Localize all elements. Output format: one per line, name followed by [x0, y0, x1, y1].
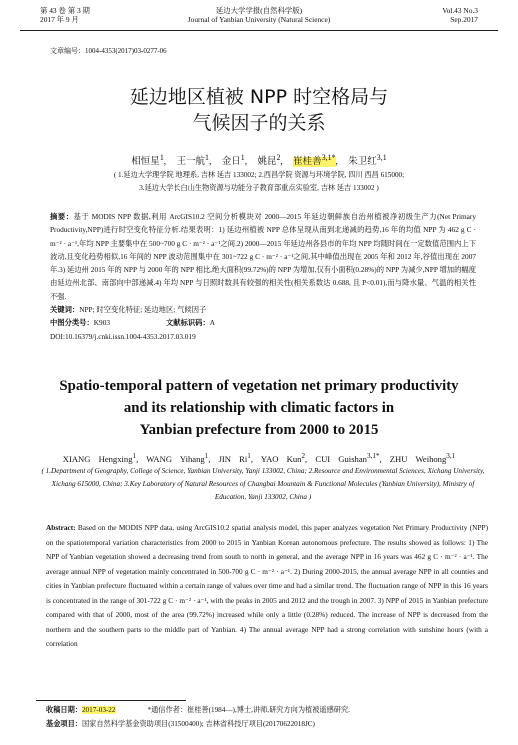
- cn-author: 王一航$^1$,: [176, 153, 212, 168]
- english-affiliations: ( 1.Department of Geography, College of Science, Yanbian University, Yanji 133002, China; 2.Resource and Environmental Sciences, Xichang University, Xichang 615000, China; 3.Key Laboratory of Natural Resources of Changbai Mountain & Functional Molecules (Yanbian University), Ministry of Education, Yanji 133002, China ): [41, 467, 485, 501]
- header-vol-no: Vol.43 No.3: [442, 6, 478, 15]
- chinese-title-line-2: 气候因子的关系: [192, 112, 326, 134]
- footnote-received: 收稿日期：2017-03-22 *通信作者：崔桂善(1984—),博士,讲师,研究方向为植被遥感研究.: [46, 706, 350, 714]
- header-journal-cn: 延边大学学报(自然科学版): [215, 6, 303, 15]
- chinese-abstract-block: [50, 210, 476, 343]
- chinese-classification: 中图分类号：K903 文献标识码：A: [50, 318, 216, 328]
- footnote-rule: [36, 700, 186, 701]
- cn-author: 姚昆$^2$,: [257, 153, 283, 168]
- en-author: WANG Yihang$^1$,: [146, 452, 211, 464]
- english-authors: [0, 452, 518, 464]
- english-title-line-2: and its relationship with climatic factors in: [123, 400, 395, 416]
- header-date-cn: 2017 年 9 月: [40, 15, 79, 24]
- header-journal: [20, 6, 498, 24]
- english-abstract: Abstract: Based on the MODIS NPP data, using ArcGIS10.2 spatial analysis model, this paper analyzes vegetation Net Primary Productivity (NPP) on the spatiotemporal variation characteristics from 2000 to 2015 in Yanbian Korean autonomous prefecture. The results showed as follows: 1) The NPP of Yanbian vegetation showed a decreasing trend from south to north in general, and the average NPP in 16 years was 462 g C · m⁻² · a⁻¹. The average annual NPP of vegetation mainly concentrated in 500-700 g C · m⁻² · a⁻¹. 2) During 2000-2015, the annual average NPP in all counties and cities in Yanbian prefecture fluctuated within a certain range of values over time and had a similar trend. The fluctuation range of NPP in this 16 years is concentrated in the range of 301-722 g C · m⁻² · a⁻¹, with the peaks in 2005 and 2012 and the trough in 2007. 3) NPP of 2015 in Yanbian prefecture compared with that of 2000, most of the area (99.72%) increased while only a little (0.28%) reduced. The increase of NPP is decreased from the northern and the southern parts to the middle part of Yanbian. 4) The annual average NPP had a strong correlation with sunshine hours (with a correlation: [46, 523, 488, 648]
- english-title-line-3: Yanbian prefecture from 2000 to 2015: [139, 422, 379, 438]
- header-volume-en: [442, 6, 478, 24]
- doi: DOI:10.16379/j.cnki.issn.1004-4353.2017.03.019: [50, 331, 196, 341]
- footnote-fund: 基金项目：国家自然科学基金资助项目(31500400); 吉林省科技厅项目(20170622018JC): [46, 720, 315, 728]
- chinese-keywords: 关键词：NPP; 时空变化特征; 延边地区; 气候因子: [50, 305, 207, 315]
- en-author: XIANG Hengxing$^1$,: [62, 452, 139, 464]
- en-author: YAO Kun$^2$,: [260, 452, 308, 464]
- cn-author: 金日$^1$,: [221, 153, 248, 168]
- header-rule: [20, 30, 498, 31]
- chinese-title-line-1: 延边地区植被 NPP 时空格局与: [129, 86, 389, 108]
- footnotes: [46, 703, 488, 731]
- en-author: JIN Ri$^1$,: [218, 452, 253, 464]
- english-title-line-1: Spatio-temporal pattern of vegetation net primary productivity: [59, 378, 459, 394]
- english-title: [0, 375, 518, 441]
- en-author: ZHU Weihong$^{3,1}$: [389, 452, 456, 464]
- cn-author: 相恒星$^1$,: [131, 153, 167, 168]
- chinese-authors: 相恒星$^1$, 王一航$^1$, 金日$^1$, 姚昆$^2$, 崔桂善$^{3,1*}$, 朱卫红$^{3,1}$: [131, 153, 387, 168]
- cn-affil-line-2: 3.延边大学长白山生物资源与功能分子教育部重点实验室, 吉林 延吉 133002 ): [139, 184, 379, 192]
- header-journal-en: Journal of Yanbian University (Natural Science): [187, 15, 331, 24]
- header-date-en: Sep.2017: [450, 15, 478, 24]
- en-author: CUI Guishan$^{3,1*}$,: [315, 452, 382, 464]
- running-header: [20, 0, 498, 30]
- chinese-title: [0, 84, 518, 136]
- cn-author-highlighted: 崔桂善$^{3,1*}$: [293, 153, 336, 168]
- chinese-affiliations: [0, 169, 518, 195]
- cn-author: 朱卫红$^{3,1}$: [348, 153, 387, 168]
- article-number: 文章编号：1004-4353(2017)03-0277-06: [50, 47, 167, 55]
- chinese-abstract: 摘要：基于 MODIS NPP 数据,利用 ArcGIS10.2 空间分析模块对 2000—2015 年延边朝鲜族自治州植被净初级生产力(Net Primary Productivity,NPP)进行时空变化特征分析.结果表明：1) 延边州植被 NPP 总体呈现从南到北递减的趋势,16 年的均值 NPP 为 462 g C · m⁻² · a⁻¹,年均 NPP 主要集中在 500~700 g C · m⁻² · a⁻¹之间.2) 2000—2015 年延边州各县市的年均 NPP 均随时间在一定数值范围内上下波动,且变化趋势相似,16 年间的 NPP 波动范围集中在 301~722 g C · m⁻² · a⁻¹之间,其中峰值出现在 2005 年和 2012 年,谷值出现在 2007 年.3) 延边州 2015 年的 NPP 与 2000 年的 NPP 相比,绝大面积(99.72%)的 NPP 为增加,仅有小面积(0.28%)的 NPP 为减少,NPP 增加的幅度由延边州北部、南部向中部递减.4) 年均 NPP 与日照时数具有较强的相关性(相关系数达 0.688, 且 P<0.01),而与降水量、气温的相关性不强.: [50, 212, 476, 301]
- cn-affil-line-1: ( 1.延边大学理学院 地理系, 吉林 延吉 133002; 2.西昌学院 资源与环境学院, 四川 西昌 615000;: [113, 171, 405, 179]
- header-volume-issue: 第 43 卷 第 3 期: [40, 6, 90, 15]
